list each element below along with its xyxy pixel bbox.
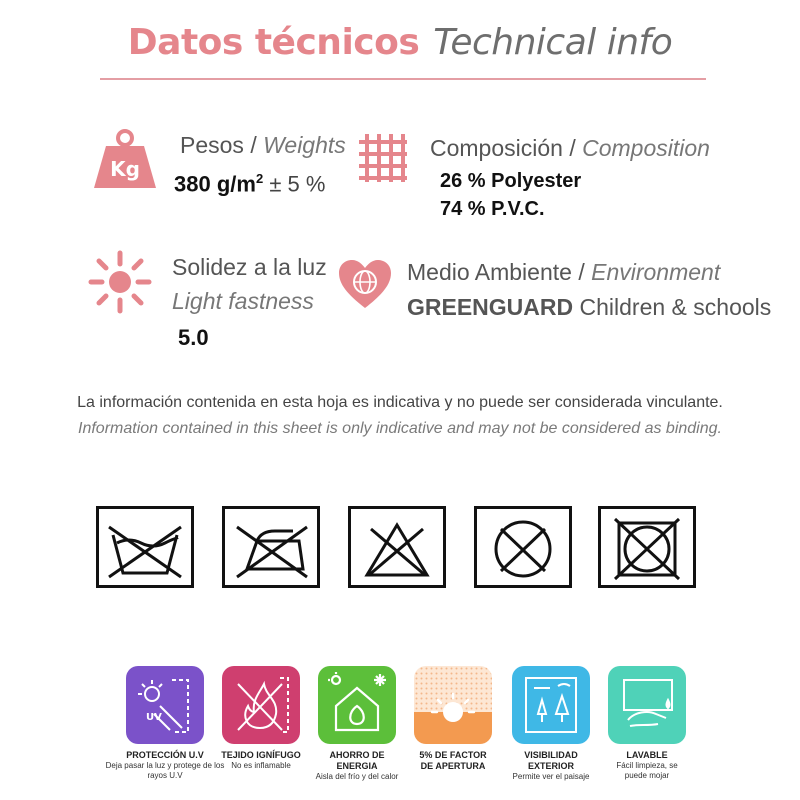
kg-weight-icon	[92, 128, 158, 190]
exterior-visibility-icon	[512, 666, 590, 744]
environment-certification: GREENGUARD Children & schools	[407, 294, 772, 320]
svg-text:Kg: Kg	[110, 157, 140, 181]
title-english: Technical info	[433, 22, 673, 63]
lightfastness-value: 5.0	[178, 325, 209, 350]
feature-caption-washable: LAVABLE Fácil limpieza, se puede mojar	[616, 750, 678, 780]
heart-globe-icon	[337, 258, 393, 310]
uv-protection-icon	[126, 666, 204, 744]
sun-icon	[88, 250, 152, 314]
feature-caption-fire: TEJIDO IGNÍFUGO No es inflamable	[221, 750, 301, 770]
do-not-wash-icon	[96, 506, 194, 588]
fire-retardant-icon	[222, 666, 300, 744]
feature-caption-visibility: VISIBILIDAD EXTERIOR Permite ver el paisaje	[512, 750, 590, 781]
svg-text:UV: UV	[146, 712, 162, 723]
disclaimer-english: Information contained in this sheet is only indicative and may not be considered as binding.	[78, 420, 722, 437]
title-spanish: Datos técnicos	[127, 22, 420, 63]
fabric-grid-icon	[355, 130, 411, 186]
do-not-bleach-icon	[348, 506, 446, 588]
lightfastness-label-es: Solidez a la luz	[172, 254, 327, 280]
do-not-iron-icon	[222, 506, 320, 588]
washable-icon	[608, 666, 686, 744]
title-divider	[100, 78, 706, 80]
composition-line-polyester: 26 % Polyester	[440, 170, 582, 192]
do-not-dry-clean-icon	[598, 506, 696, 588]
feature-caption-energy: AHORRO DE ENERGIA Aisla del frío y del calor	[315, 750, 399, 781]
composition-label: Composición / Composition	[430, 135, 710, 161]
energy-saving-icon	[318, 666, 396, 744]
page-title	[0, 22, 800, 63]
feature-caption-uv: PROTECCIÓN U.V Deja pasar la luz y protege de los rayos U.V	[105, 750, 225, 780]
openness-factor-icon	[414, 666, 492, 744]
weight-value: 380 $g/m^2 \pm 5$ %	[174, 171, 326, 197]
environment-label: Medio Ambiente / Environment	[407, 259, 721, 285]
composition-line-pvc: 74 % P.V.C.	[440, 198, 545, 220]
weight-label: Pesos / Weights	[180, 132, 346, 158]
feature-caption-openness: 5% DE FACTOR DE APERTURA	[419, 750, 487, 771]
do-not-tumble-dry-icon	[474, 506, 572, 588]
disclaimer-spanish: La información contenida en esta hoja es indicativa y no puede ser considerada vinculante.	[77, 394, 723, 411]
lightfastness-label-en: Light fastness	[172, 288, 314, 314]
